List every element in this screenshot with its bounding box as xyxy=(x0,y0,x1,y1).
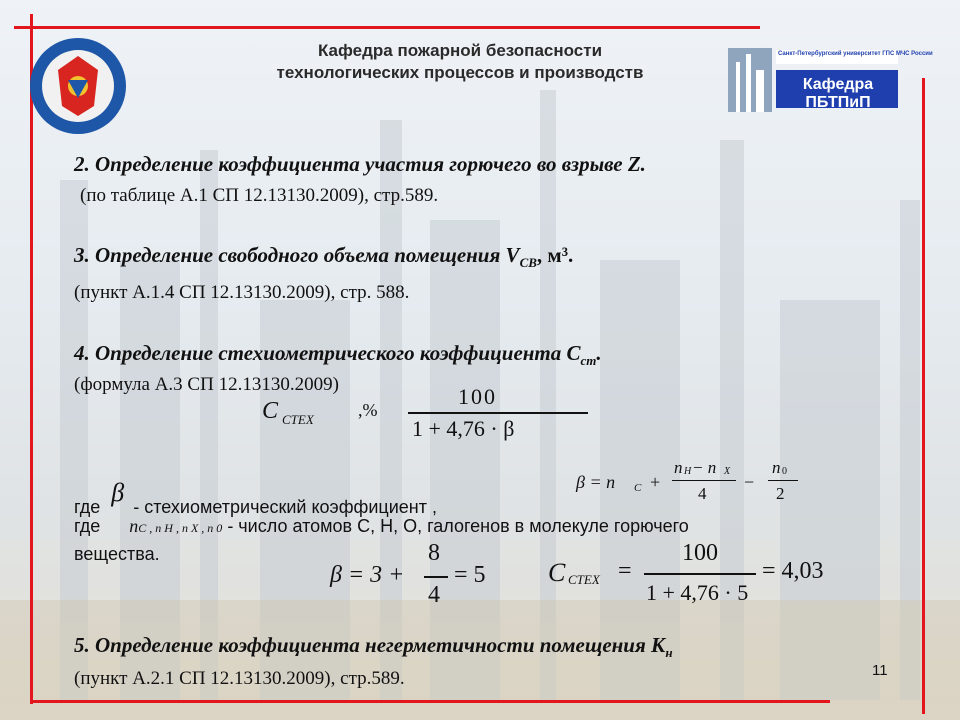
description-beta-symbol: β xyxy=(111,478,125,507)
section-5-title xyxy=(74,633,673,661)
description-where-1: где xyxy=(74,497,101,517)
header-line-2: технологических процессов и производств xyxy=(276,63,644,82)
section-5-ref: (пункт А.2.1 СП 12.13130.2009), стр.589. xyxy=(74,668,405,689)
formula-beta-num2-sub: 0 xyxy=(782,466,787,477)
red-frame-top xyxy=(14,26,760,29)
formula-c-den: 1 + 4,76 · β xyxy=(412,416,515,441)
calc-beta-num: 8 xyxy=(428,540,440,566)
section-4-title-tail: . xyxy=(596,341,602,365)
page-number: 11 xyxy=(872,662,888,679)
formula-c-sep: ,% xyxy=(358,400,378,420)
formula-beta-num1b-sub: X xyxy=(724,466,731,477)
formula-c-stex xyxy=(262,384,602,448)
calc-c-den: 1 + 4,76 · 5 xyxy=(646,580,749,605)
section-3-title xyxy=(74,243,573,271)
calc-c-rhs: = 4,03 xyxy=(762,558,824,584)
formula-beta-num1-sub: H xyxy=(684,466,692,477)
description-atoms-text: - число атомов С, Н, О, галогенов в молекуле горючего xyxy=(227,516,689,536)
formula-beta-lhs: β = n xyxy=(576,472,616,492)
header-line-1: Кафедра пожарной безопасности xyxy=(317,41,603,60)
section-4-title-main: 4. Определение стехиометрического коэффициента С xyxy=(74,341,581,365)
formula-beta-bar-1 xyxy=(672,480,736,481)
section-4-ref: (формула А.3 СП 12.13130.2009) xyxy=(74,374,339,395)
formula-beta-num2: n xyxy=(772,458,781,477)
department-logo-icon xyxy=(728,48,933,112)
calc-c-lhs-sub: СТЕХ xyxy=(568,572,600,587)
formula-beta-bar-2 xyxy=(768,480,798,481)
description-atoms xyxy=(74,516,689,537)
section-5-title-sub: н xyxy=(665,645,673,661)
description-beta-text: - стехиометрический коэффициент , xyxy=(133,497,437,517)
formula-beta-minus: − xyxy=(744,472,755,492)
description-vars-subs: C , n H , n X , n 0 xyxy=(138,521,223,535)
section-3-title-main: 3. Определение свободного объема помещения V xyxy=(74,243,520,267)
calc-beta-rhs: = 5 xyxy=(454,562,486,588)
formula-c-fraction-bar xyxy=(408,412,588,414)
formula-c-lhs-sub: СТЕХ xyxy=(282,412,314,427)
section-2-ref: (по таблице А.1 СП 12.13130.2009), стр.589. xyxy=(80,185,439,206)
calc-beta-lhs: β = 3 + xyxy=(330,562,405,588)
description-vars: n xyxy=(129,516,139,536)
formula-beta-num1: n xyxy=(674,458,683,477)
red-frame-bottom xyxy=(30,700,830,703)
formula-beta-den2: 2 xyxy=(776,484,785,503)
red-frame-right xyxy=(922,78,925,714)
formula-beta-den1: 4 xyxy=(698,484,707,503)
formula-beta-plus: + xyxy=(650,472,661,492)
formula-beta-definition xyxy=(576,458,826,514)
calc-beta-bar xyxy=(424,576,448,578)
formula-beta-calc xyxy=(330,540,520,610)
description-where-2: где xyxy=(74,516,101,536)
formula-beta-num1b: − n xyxy=(692,458,717,477)
calc-c-bar xyxy=(644,573,756,575)
formula-c-num: 100 xyxy=(458,384,497,409)
university-emblem-icon xyxy=(28,36,128,136)
formula-c-calc xyxy=(548,540,848,610)
section-3-title-tail: , м³. xyxy=(536,243,574,267)
section-4-title xyxy=(74,341,602,369)
calc-c-lhs: C xyxy=(548,558,566,587)
section-5-title-main: 5. Определение коэффициента негерметичности помещения К xyxy=(74,633,666,657)
formula-c-lhs: C xyxy=(262,398,279,424)
description-atoms-cont: вещества. xyxy=(74,544,160,564)
department-logo-top-text: Санкт-Петербургский университет ГПС МЧС России xyxy=(778,51,933,57)
calc-c-eq: = xyxy=(618,558,632,584)
department-logo-caption: Кафедра ПБТПиП xyxy=(802,76,874,111)
calc-c-num: 100 xyxy=(682,540,718,566)
section-2-title: 2. Определение коэффициента участия горючего во взрыве Z. xyxy=(74,152,646,176)
section-3-title-sub: СВ xyxy=(519,255,537,271)
formula-beta-lhs-sub: C xyxy=(634,482,642,494)
section-3-ref: (пункт А.1.4 СП 12.13130.2009), стр. 588. xyxy=(74,282,410,303)
section-4-title-sub: ст xyxy=(580,353,597,369)
calc-beta-den: 4 xyxy=(428,582,440,608)
